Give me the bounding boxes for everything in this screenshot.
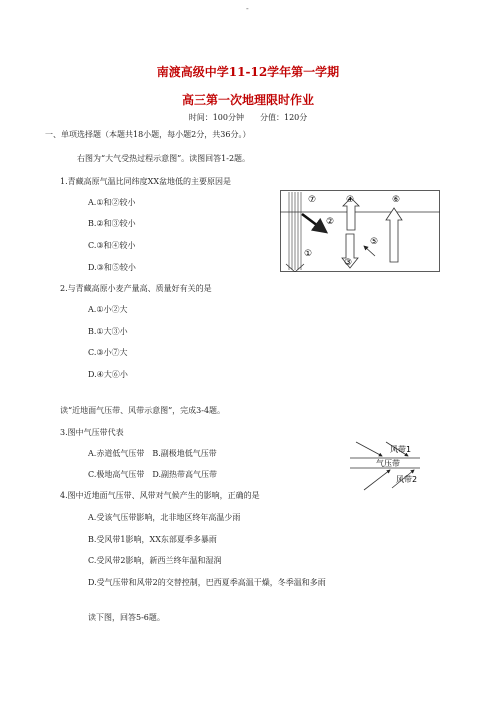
section-heading: 一、单项选择题（本题共18小题，每小题2分，共36分。） (45, 130, 251, 139)
question-2-option-b: B.①大③小 (88, 327, 128, 336)
question-3-stem: 3.图中气压带代表 (60, 428, 124, 437)
diagram-label-1: ① (304, 249, 313, 259)
question-2-option-c: C.③小⑦大 (88, 348, 128, 357)
question-4-option-d: D.受气压带和风带2的交替控制，巴西夏季高温干燥，冬季温和多雨 (88, 578, 326, 587)
question-1-option-b: B.②和③较小 (88, 219, 136, 228)
question-2-option-a: A.①小②大 (88, 305, 128, 314)
question-3-options-cd: C.极地高气压带 D.副热带高气压带 (88, 470, 218, 479)
diagram-label-5: ⑤ (370, 237, 379, 247)
diagram-label-6: ⑥ (392, 195, 401, 205)
question-3-options-ab: A.赤道低气压带 B.副极地低气压带 (88, 449, 217, 458)
diagram-label-3: ③ (344, 258, 353, 268)
atmosphere-heating-diagram (280, 190, 440, 272)
question-4-option-b: B.受风带1影响，XX东部夏季多暴雨 (88, 535, 217, 544)
question-1-stem: 1.青藏高原气温比同纬度XX盆地低的主要原因是 (60, 177, 232, 186)
page-marker: - (246, 4, 249, 13)
pressure-belt-label: 气压带 (376, 459, 400, 468)
diagram-label-2: ② (326, 217, 335, 227)
document-subtitle: 高三第一次地理限时作业 (181, 93, 314, 107)
wind-belt-2-label: 风带2 (396, 475, 418, 484)
question-4-option-a: A.受该气压带影响，北非地区终年高温少雨 (88, 513, 241, 522)
question-2-option-d: D.④大⑥小 (88, 370, 128, 379)
question-2-stem: 2.与青藏高原小麦产量高、质量好有关的是 (60, 284, 212, 293)
question-1-option-a: A.①和②较小 (88, 198, 136, 207)
question-1-option-d: D.③和⑤较小 (88, 263, 136, 272)
question-4-option-c: C.受风带2影响，新西兰终年温和湿润 (88, 556, 222, 565)
question-1-option-c: C.③和④较小 (88, 241, 136, 250)
intro-text-2: 读“近地面气压带、风带示意图”，完成3-4题。 (60, 406, 226, 415)
exam-meta: 时间：100分钟 分值：120分 (188, 113, 308, 122)
document-title: 南渡高级中学11-12学年第一学期 (156, 65, 340, 79)
diagram-label-4: ④ (346, 195, 355, 205)
question-4-stem: 4.图中近地面气压带、风带对气候产生的影响，正确的是 (60, 491, 260, 500)
diagram-label-7: ⑦ (308, 195, 317, 205)
wind-belt-1-label: 风带1 (390, 445, 412, 454)
pressure-wind-belt-diagram (346, 440, 424, 492)
intro-text-3: 读下图，回答5-6题。 (88, 613, 165, 622)
intro-text: 右图为“大气受热过程示意图”。读图回答1-2题。 (77, 154, 251, 163)
